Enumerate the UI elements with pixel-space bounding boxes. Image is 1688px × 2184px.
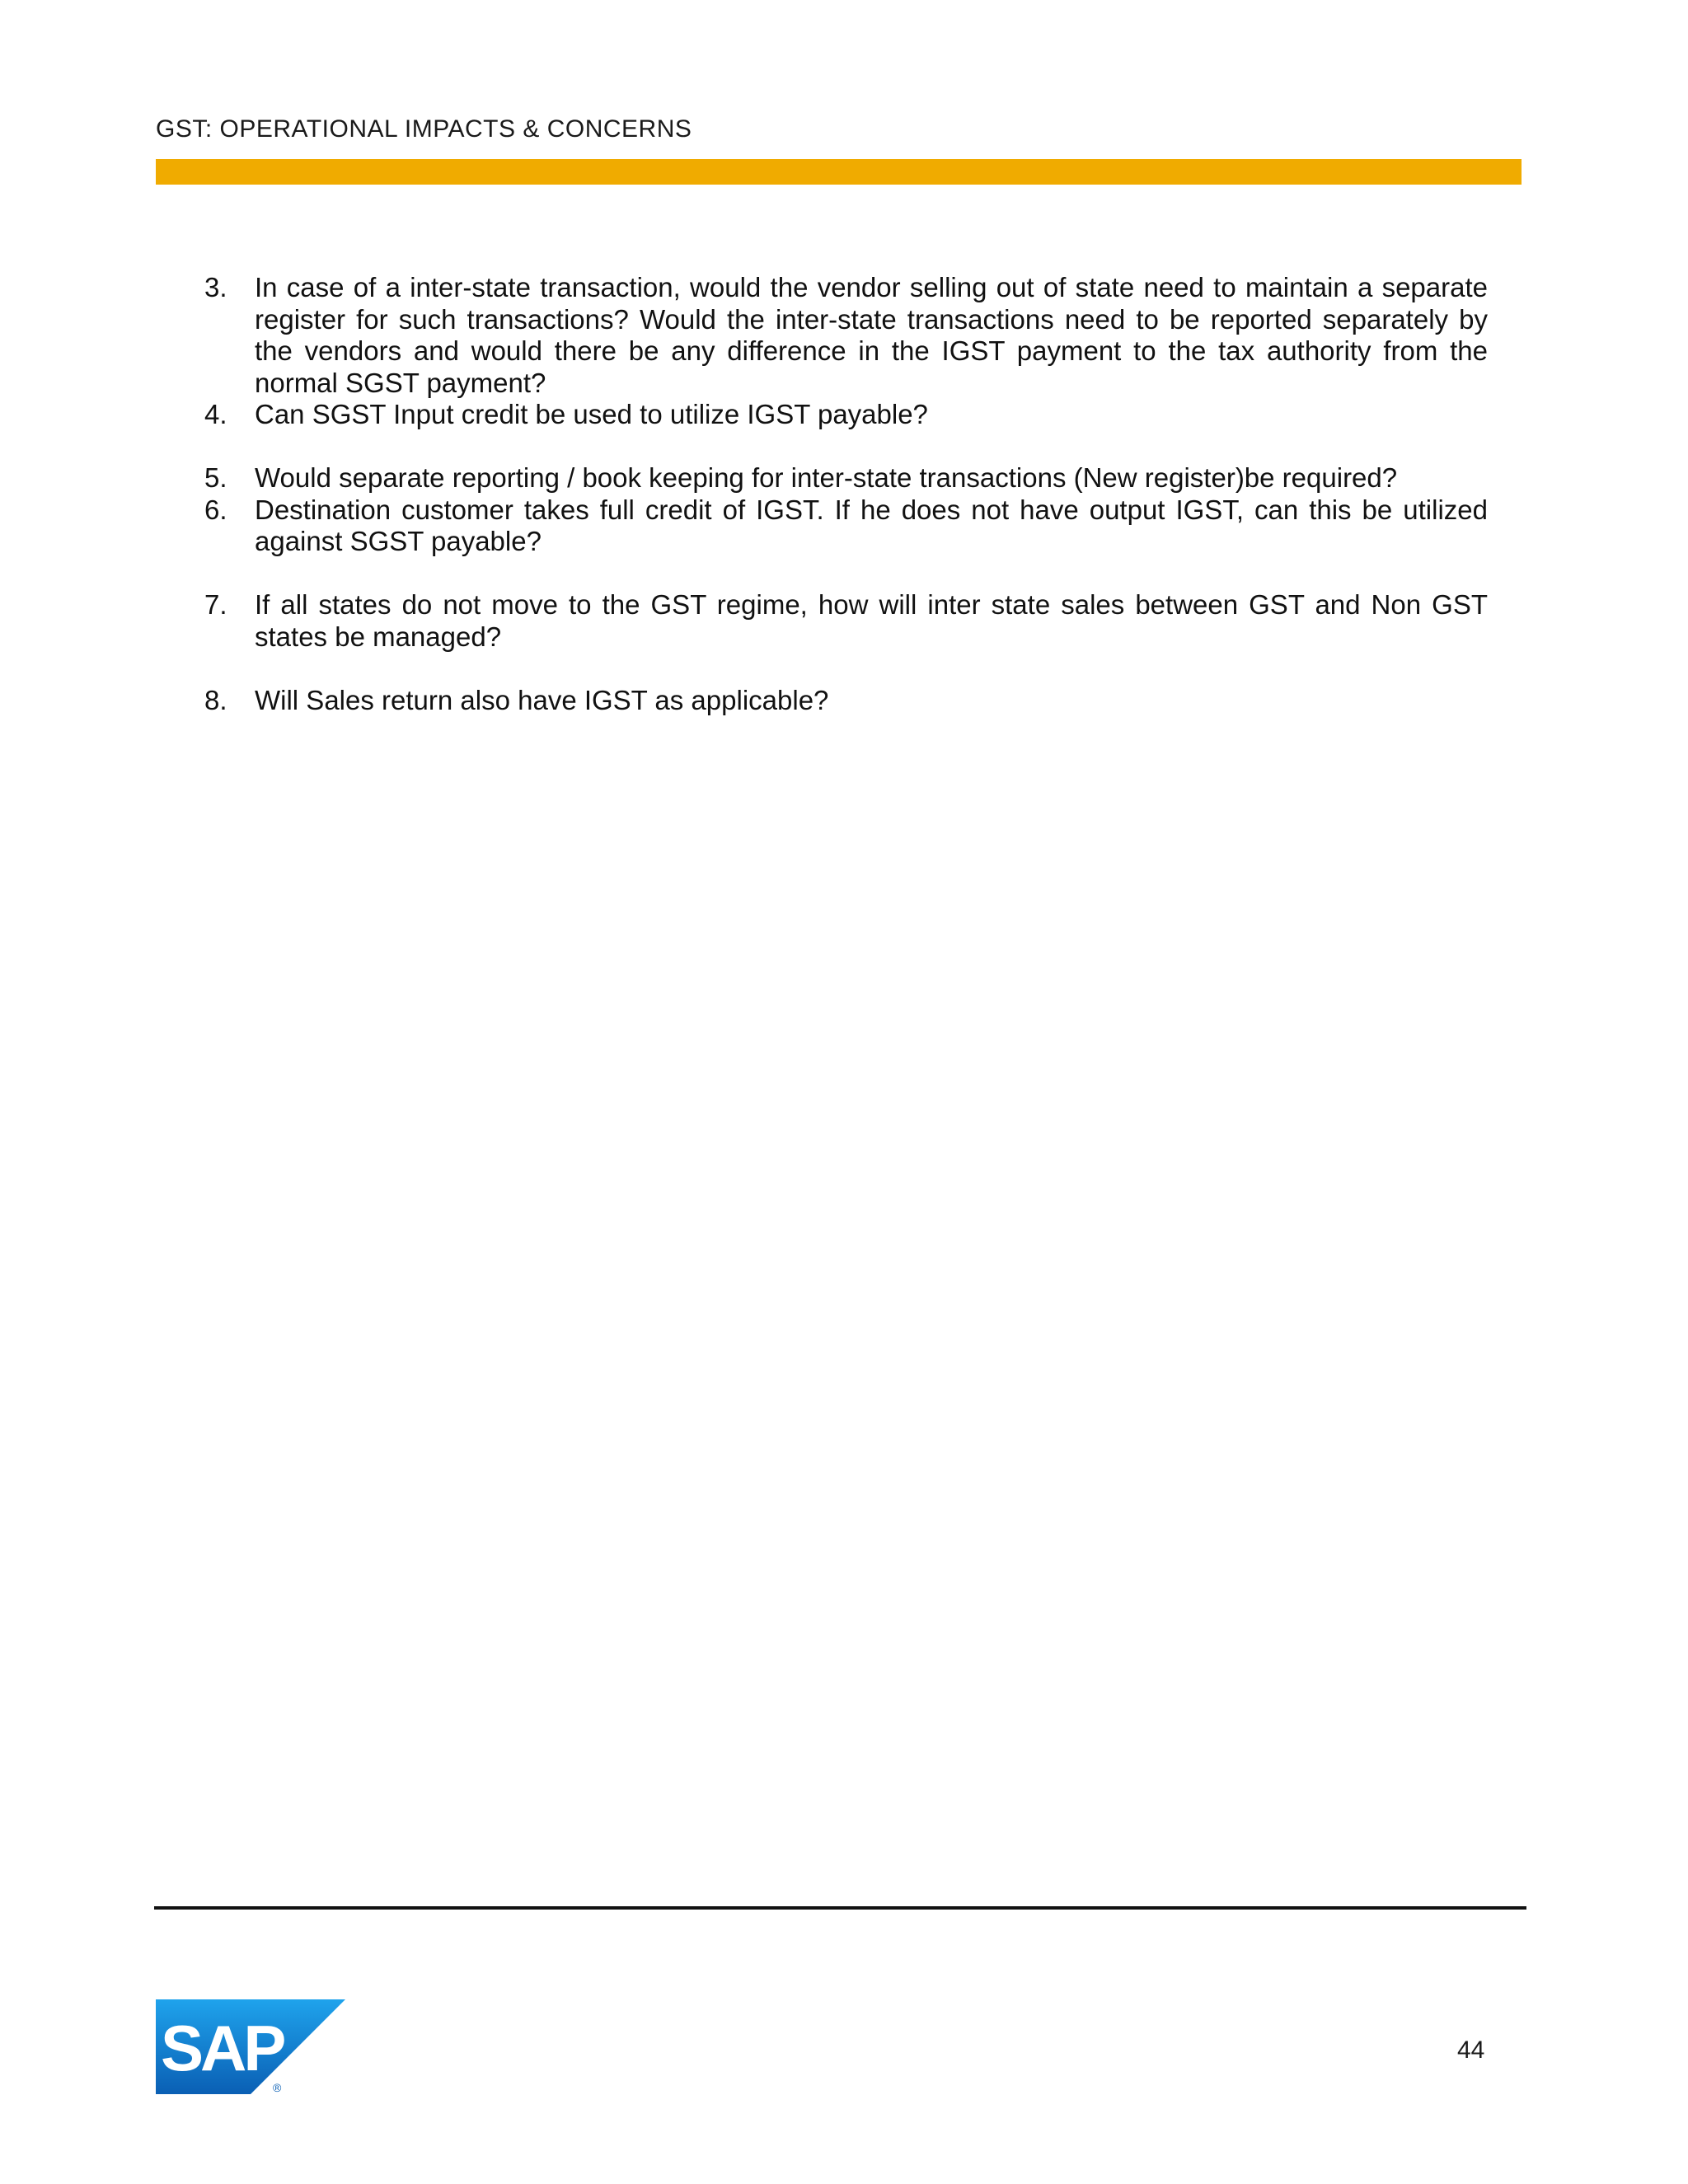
question-item <box>202 685 1488 717</box>
page-header-title: GST: OPERATIONAL IMPACTS & CONCERNS <box>156 115 692 143</box>
sap-logo-text: SAP <box>161 2012 284 2084</box>
question-item <box>202 589 1488 653</box>
question-item <box>202 272 1488 399</box>
header-accent-bar <box>156 159 1522 185</box>
sap-logo <box>156 1999 345 2094</box>
question-text: Will Sales return also have IGST as applicable? <box>255 684 829 715</box>
question-text: If all states do not move to the GST regime, how will inter state sales between GST and Non GST states be managed? <box>255 589 1488 652</box>
question-text: In case of a inter-state transaction, would the vendor selling out of state need to maintain a separate register for such transactions? Would the inter-state transactions need to be reported separately by the vendors and would there be any difference in the IGST payment to the tax authority from the normal SGST payment? <box>255 272 1488 398</box>
question-text: Would separate reporting / book keeping for inter-state transactions (New register)be required? <box>255 462 1398 493</box>
footer-divider <box>154 1906 1526 1910</box>
question-list <box>202 272 1488 716</box>
question-item <box>202 494 1488 558</box>
question-number: 3. <box>204 272 227 302</box>
page-number: 44 <box>1457 2036 1485 2064</box>
question-text: Destination customer takes full credit of IGST. If he does not have output IGST, can this be utilized against SGST payable? <box>255 494 1488 556</box>
question-text: Can SGST Input credit be used to utilize IGST payable? <box>255 399 928 429</box>
question-number: 8. <box>204 684 227 715</box>
registered-mark-icon: ® <box>273 2081 282 2094</box>
question-number: 6. <box>204 494 227 525</box>
question-number: 4. <box>204 399 227 429</box>
question-item <box>202 399 1488 431</box>
question-item <box>202 462 1488 494</box>
question-number: 7. <box>204 589 227 620</box>
question-number: 5. <box>204 462 227 493</box>
